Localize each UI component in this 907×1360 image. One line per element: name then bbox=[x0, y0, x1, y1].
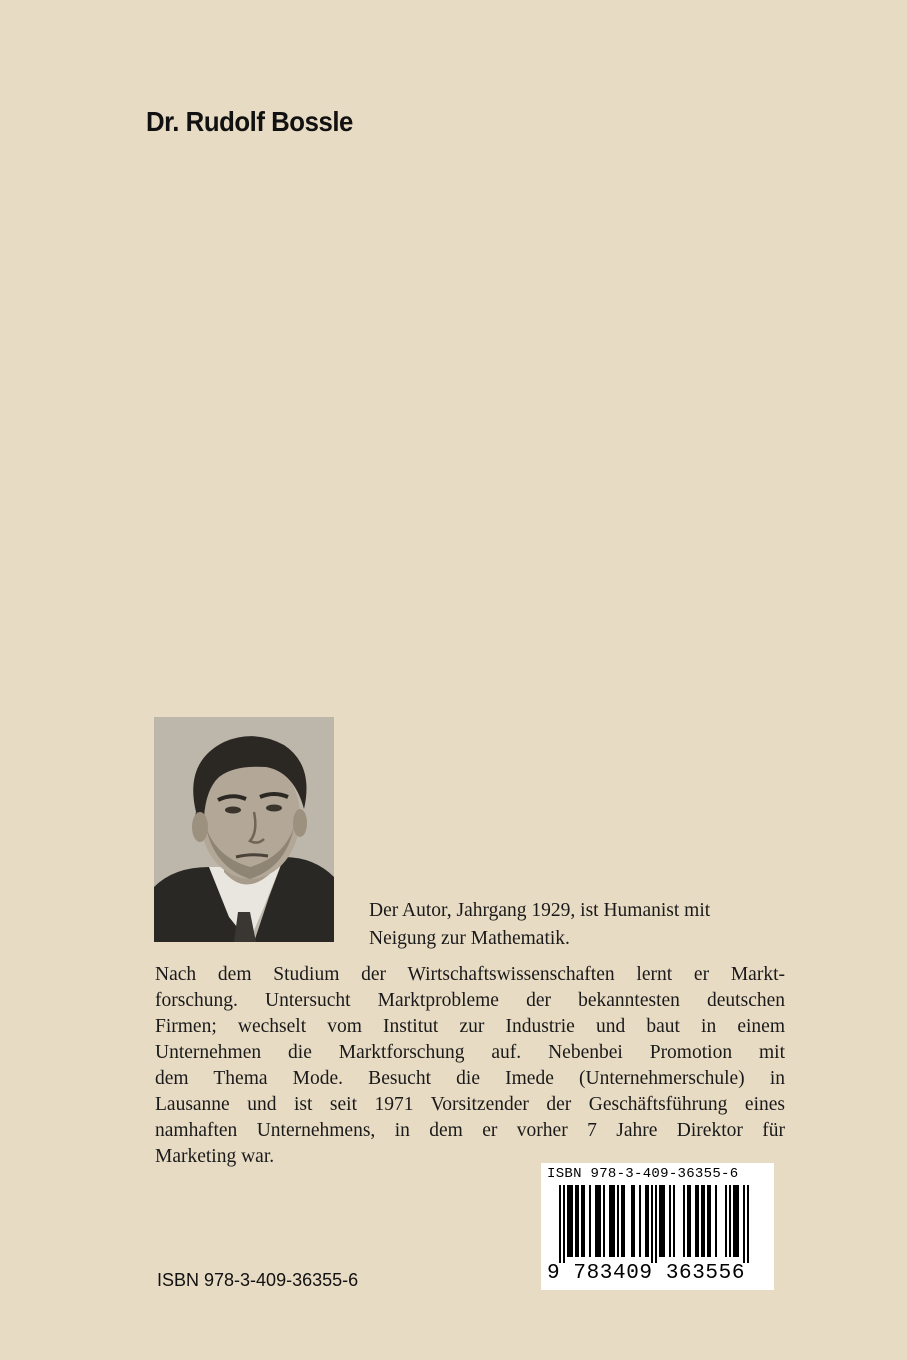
barcode-bar bbox=[733, 1185, 735, 1257]
intro-paragraph bbox=[369, 897, 809, 953]
bio-line: dem Thema Mode. Besucht die Imede (Unternehmerschule) in bbox=[155, 1068, 785, 1089]
author-name: Dr. Rudolf Bossle bbox=[146, 106, 353, 137]
barcode-bar bbox=[715, 1185, 717, 1257]
isbn-text: ISBN 978-3-409-36355-6 bbox=[157, 1270, 359, 1290]
barcode-bar bbox=[611, 1185, 613, 1257]
barcode-bar bbox=[621, 1185, 623, 1257]
barcode-bar bbox=[633, 1185, 635, 1257]
barcode-bar bbox=[659, 1185, 661, 1257]
author-portrait bbox=[154, 717, 334, 942]
barcode-bar bbox=[701, 1185, 703, 1257]
barcode-bar bbox=[687, 1185, 689, 1257]
barcode-bar bbox=[631, 1185, 633, 1257]
barcode-bar bbox=[645, 1185, 647, 1257]
barcode-bar bbox=[655, 1185, 657, 1263]
barcode-bar bbox=[661, 1185, 663, 1257]
barcode-digits: 9 783409 363556 bbox=[547, 1262, 746, 1285]
barcode-bar bbox=[597, 1185, 599, 1257]
barcode-bar bbox=[707, 1185, 709, 1257]
barcode-bar bbox=[743, 1185, 745, 1263]
barcode-bar bbox=[689, 1185, 691, 1257]
bio-line: forschung. Untersucht Marktprobleme der bekanntesten deutschen bbox=[155, 990, 785, 1011]
bio-line: namhaften Unternehmens, in dem er vorher 7 Jahre Direktor für bbox=[155, 1120, 785, 1141]
barcode-bar bbox=[567, 1185, 569, 1257]
bio-line: Unternehmen die Marktforschung auf. Nebenbei Promotion mit bbox=[155, 1042, 785, 1063]
bio-line: Firmen; wechselt vom Institut zur Industrie und baut in einem bbox=[155, 1016, 785, 1037]
bio-line: Nach dem Studium der Wirtschaftswissenschaften lernt er Markt- bbox=[155, 964, 785, 985]
barcode-bar bbox=[647, 1185, 649, 1257]
barcode-bar bbox=[639, 1185, 641, 1257]
barcode-bar bbox=[571, 1185, 573, 1257]
barcode-bar bbox=[603, 1185, 605, 1257]
barcode-bar bbox=[583, 1185, 585, 1257]
biography-paragraph bbox=[155, 962, 785, 1170]
bio-line: Marketing war. bbox=[155, 1146, 275, 1167]
barcode-bar bbox=[569, 1185, 571, 1257]
barcode-bar bbox=[735, 1185, 737, 1257]
barcode-bar bbox=[725, 1185, 727, 1257]
barcode-bar bbox=[673, 1185, 675, 1257]
barcode-bar bbox=[599, 1185, 601, 1257]
barcode-bar bbox=[747, 1185, 749, 1263]
barcode-bar bbox=[617, 1185, 619, 1257]
barcode-bar bbox=[683, 1185, 685, 1257]
barcode-bar bbox=[613, 1185, 615, 1257]
barcode-bar bbox=[575, 1185, 577, 1257]
barcode-label bbox=[541, 1163, 774, 1290]
barcode-bar bbox=[559, 1185, 561, 1263]
bio-line: Lausanne und ist seit 1971 Vorsitzender der Geschäftsführung eines bbox=[155, 1094, 785, 1115]
barcode-bar bbox=[609, 1185, 611, 1257]
barcode-icon bbox=[541, 1185, 774, 1263]
barcode-bar bbox=[695, 1185, 697, 1257]
barcode-bar bbox=[669, 1185, 671, 1257]
intro-line: Neigung zur Mathematik. bbox=[369, 928, 570, 949]
barcode-bar bbox=[709, 1185, 711, 1257]
barcode-bar bbox=[623, 1185, 625, 1257]
barcode-bar bbox=[651, 1185, 653, 1263]
barcode-bar bbox=[563, 1185, 565, 1263]
barcode-bar bbox=[737, 1185, 739, 1257]
intro-line: Der Autor, Jahrgang 1929, ist Humanist mit bbox=[369, 900, 711, 921]
barcode-bar bbox=[577, 1185, 579, 1257]
barcode-bar bbox=[697, 1185, 699, 1257]
barcode-bar bbox=[589, 1185, 591, 1257]
barcode-bar bbox=[663, 1185, 665, 1257]
barcode-isbn: ISBN 978-3-409-36355-6 bbox=[547, 1166, 739, 1182]
barcode-bar bbox=[729, 1185, 731, 1257]
barcode-bar bbox=[595, 1185, 597, 1257]
barcode-bar bbox=[703, 1185, 705, 1257]
barcode-bar bbox=[581, 1185, 583, 1257]
